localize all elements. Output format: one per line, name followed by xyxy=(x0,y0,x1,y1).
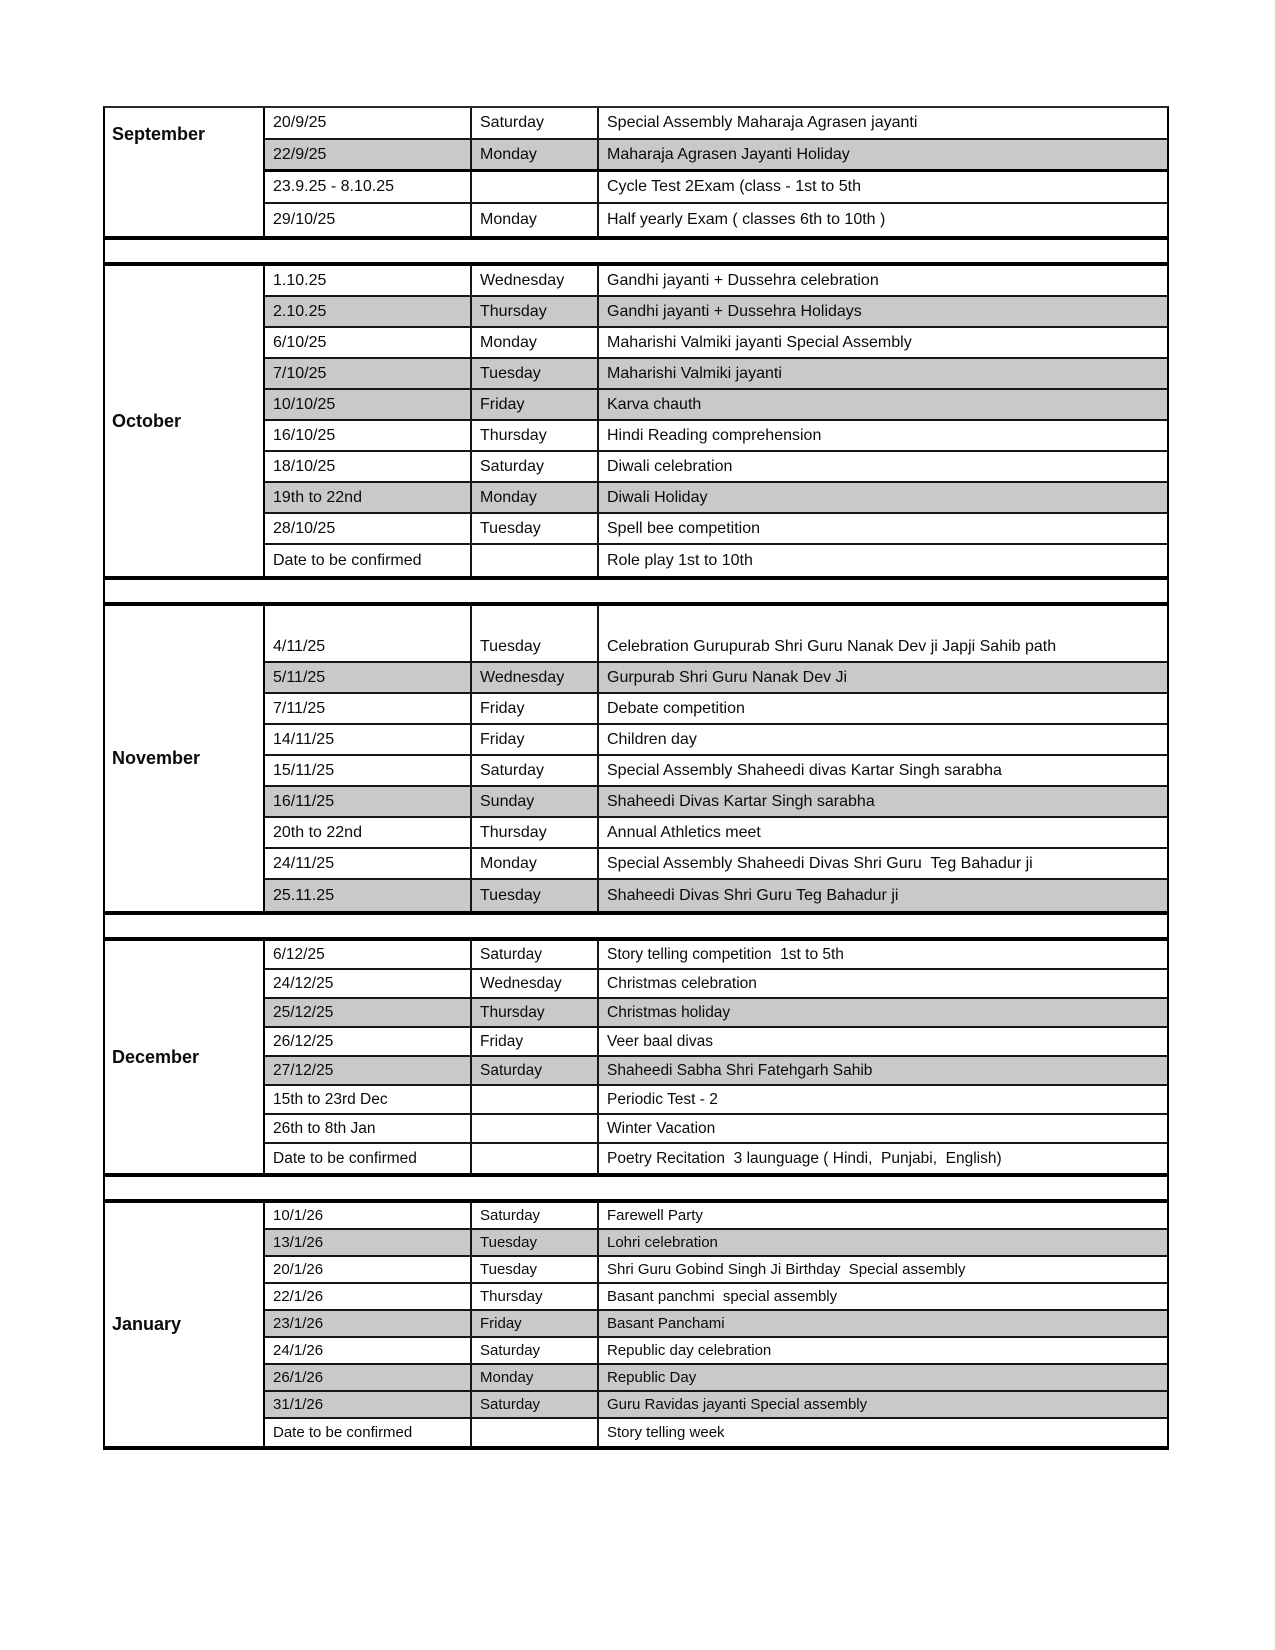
event-cell: Veer baal divas xyxy=(597,1028,1167,1055)
section-separator xyxy=(105,1173,1167,1203)
day-cell: Friday xyxy=(470,390,597,419)
event-cell: Celebration Gurupurab Shri Guru Nanak Dev ji Japji Sahib path xyxy=(597,606,1167,661)
event-cell: Role play 1st to 10th xyxy=(597,545,1167,576)
calendar-row xyxy=(265,514,1167,545)
date-cell: 22/9/25 xyxy=(273,145,327,163)
day-cell: Wednesday xyxy=(470,663,597,692)
date-cell: 16/10/25 xyxy=(273,426,336,444)
event-cell: Debate competition xyxy=(597,694,1167,723)
calendar-row xyxy=(265,1144,1167,1173)
date-cell: 28/10/25 xyxy=(273,519,336,537)
day-cell: Thursday xyxy=(470,421,597,450)
date-cell: 15/11/25 xyxy=(273,761,335,779)
event-cell: Christmas celebration xyxy=(597,970,1167,997)
event-cell: Story telling competition 1st to 5th xyxy=(597,941,1167,968)
calendar-row xyxy=(265,359,1167,390)
day-cell: Saturday xyxy=(470,452,597,481)
calendar-row xyxy=(265,818,1167,849)
event-cell: Guru Ravidas jayanti Special assembly xyxy=(597,1392,1167,1417)
event-cell: Special Assembly Maharaja Agrasen jayanti xyxy=(597,108,1167,138)
calendar-row xyxy=(265,328,1167,359)
day-cell: Tuesday xyxy=(470,1257,597,1282)
date-cell: Date to be confirmed xyxy=(273,1149,417,1167)
date-cell: 23.9.25 - 8.10.25 xyxy=(273,178,394,195)
section-rows xyxy=(265,1203,1167,1446)
day-cell: Saturday xyxy=(470,108,597,138)
date-cell: 26/1/26 xyxy=(273,1369,324,1386)
calendar-row xyxy=(265,140,1167,172)
day-cell: Tuesday xyxy=(470,606,597,661)
day-cell xyxy=(470,1086,597,1113)
event-cell: Republic Day xyxy=(597,1365,1167,1390)
month-label: January xyxy=(105,1203,265,1446)
day-cell: Tuesday xyxy=(470,1230,597,1255)
month-section xyxy=(105,266,1167,576)
date-cell: 5/11/25 xyxy=(273,668,326,686)
day-cell: Wednesday xyxy=(470,266,597,295)
section-rows xyxy=(265,941,1167,1173)
calendar-row xyxy=(265,390,1167,421)
calendar-row xyxy=(265,999,1167,1028)
event-cell: Farewell Party xyxy=(597,1203,1167,1228)
month-label: October xyxy=(105,266,265,576)
day-cell: Saturday xyxy=(470,941,597,968)
month-label: November xyxy=(105,606,265,911)
event-cell: Half yearly Exam ( classes 6th to 10th ) xyxy=(597,204,1167,236)
calendar-row xyxy=(265,1419,1167,1446)
month-section xyxy=(105,1203,1167,1446)
event-cell: Children day xyxy=(597,725,1167,754)
calendar-row xyxy=(265,849,1167,880)
date-cell: 22/1/26 xyxy=(273,1288,324,1305)
event-cell: Story telling week xyxy=(597,1419,1167,1446)
day-cell: Friday xyxy=(470,725,597,754)
day-cell: Monday xyxy=(470,328,597,357)
day-cell xyxy=(470,1144,597,1173)
section-separator xyxy=(105,576,1167,606)
calendar-row xyxy=(265,297,1167,328)
calendar-row xyxy=(265,545,1167,576)
date-cell: 20/9/25 xyxy=(273,114,327,131)
event-cell: Annual Athletics meet xyxy=(597,818,1167,847)
day-cell: Wednesday xyxy=(470,970,597,997)
calendar-row xyxy=(265,172,1167,204)
calendar-row xyxy=(265,1365,1167,1392)
day-cell xyxy=(470,172,597,202)
day-cell: Friday xyxy=(470,1028,597,1055)
date-cell: 6/12/25 xyxy=(273,945,325,963)
date-cell: 25.11.25 xyxy=(273,886,335,904)
calendar-row xyxy=(265,204,1167,236)
calendar-row xyxy=(265,1028,1167,1057)
date-cell: 7/11/25 xyxy=(273,699,326,717)
event-cell: Gurpurab Shri Guru Nanak Dev Ji xyxy=(597,663,1167,692)
day-cell: Monday xyxy=(470,1365,597,1390)
date-cell: 29/10/25 xyxy=(273,211,336,228)
event-cell: Maharishi Valmiki jayanti Special Assembly xyxy=(597,328,1167,357)
section-rows xyxy=(265,266,1167,576)
section-separator xyxy=(105,236,1167,266)
calendar-row xyxy=(265,725,1167,756)
day-cell: Friday xyxy=(470,1311,597,1336)
calendar-row xyxy=(265,1203,1167,1230)
day-cell xyxy=(470,1419,597,1446)
school-calendar-table xyxy=(103,106,1169,1450)
calendar-row xyxy=(265,880,1167,911)
date-cell: 26th to 8th Jan xyxy=(273,1119,376,1137)
date-cell: 24/12/25 xyxy=(273,974,334,992)
event-cell: Republic day celebration xyxy=(597,1338,1167,1363)
event-cell: Diwali Holiday xyxy=(597,483,1167,512)
event-cell: Lohri celebration xyxy=(597,1230,1167,1255)
day-cell: Tuesday xyxy=(470,359,597,388)
date-cell: 24/1/26 xyxy=(273,1342,324,1359)
day-cell: Saturday xyxy=(470,1203,597,1228)
date-cell: 18/10/25 xyxy=(273,457,336,475)
day-cell: Thursday xyxy=(470,297,597,326)
event-cell: Cycle Test 2Exam (class - 1st to 5th xyxy=(597,172,1167,202)
day-cell: Sunday xyxy=(470,787,597,816)
section-rows xyxy=(265,108,1167,236)
day-cell: Tuesday xyxy=(470,514,597,543)
day-cell: Saturday xyxy=(470,1057,597,1084)
calendar-row xyxy=(265,941,1167,970)
calendar-row xyxy=(265,1230,1167,1257)
calendar-row xyxy=(265,970,1167,999)
event-cell: Periodic Test - 2 xyxy=(597,1086,1167,1113)
calendar-row xyxy=(265,1338,1167,1365)
calendar-row xyxy=(265,452,1167,483)
date-cell: 4/11/25 xyxy=(273,638,326,655)
date-cell: 24/11/25 xyxy=(273,854,335,872)
date-cell: 15th to 23rd Dec xyxy=(273,1090,388,1108)
month-label: December xyxy=(105,941,265,1173)
date-cell: 20th to 22nd xyxy=(273,823,362,841)
day-cell: Saturday xyxy=(470,756,597,785)
event-cell: Special Assembly Shaheedi Divas Shri Guru Teg Bahadur ji xyxy=(597,849,1167,878)
event-cell: Karva chauth xyxy=(597,390,1167,419)
calendar-row xyxy=(265,1257,1167,1284)
calendar-row xyxy=(265,1057,1167,1086)
section-separator xyxy=(105,911,1167,941)
day-cell xyxy=(470,1115,597,1142)
calendar-row xyxy=(265,1392,1167,1419)
date-cell: Date to be confirmed xyxy=(273,551,422,569)
event-cell: Basant panchmi special assembly xyxy=(597,1284,1167,1309)
day-cell xyxy=(470,545,597,576)
date-cell: 13/1/26 xyxy=(273,1234,324,1251)
date-cell: Date to be confirmed xyxy=(273,1424,413,1441)
date-cell: 25/12/25 xyxy=(273,1003,334,1021)
event-cell: Gandhi jayanti + Dussehra celebration xyxy=(597,266,1167,295)
month-section xyxy=(105,941,1167,1173)
day-cell: Monday xyxy=(470,483,597,512)
day-cell: Monday xyxy=(470,204,597,236)
date-cell: 1.10.25 xyxy=(273,271,327,289)
calendar-row xyxy=(265,606,1167,663)
calendar-row xyxy=(265,108,1167,140)
calendar-row xyxy=(265,663,1167,694)
date-cell: 20/1/26 xyxy=(273,1261,324,1278)
day-cell: Thursday xyxy=(470,818,597,847)
month-label: September xyxy=(105,108,265,236)
day-cell: Thursday xyxy=(470,1284,597,1309)
date-cell: 10/1/26 xyxy=(273,1207,324,1224)
day-cell: Monday xyxy=(470,849,597,878)
event-cell: Shaheedi Divas Kartar Singh sarabha xyxy=(597,787,1167,816)
calendar-row xyxy=(265,1086,1167,1115)
day-cell: Saturday xyxy=(470,1392,597,1417)
date-cell: 2.10.25 xyxy=(273,302,327,320)
date-cell: 10/10/25 xyxy=(273,395,336,413)
event-cell: Shri Guru Gobind Singh Ji Birthday Special assembly xyxy=(597,1257,1167,1282)
calendar-row xyxy=(265,787,1167,818)
date-cell: 31/1/26 xyxy=(273,1396,324,1413)
date-cell: 26/12/25 xyxy=(273,1032,334,1050)
calendar-row xyxy=(265,1284,1167,1311)
event-cell: Basant Panchami xyxy=(597,1311,1167,1336)
event-cell: Hindi Reading comprehension xyxy=(597,421,1167,450)
date-cell: 6/10/25 xyxy=(273,333,327,351)
date-cell: 23/1/26 xyxy=(273,1315,324,1332)
day-cell: Tuesday xyxy=(470,880,597,911)
month-section xyxy=(105,108,1167,236)
event-cell: Gandhi jayanti + Dussehra Holidays xyxy=(597,297,1167,326)
event-cell: Shaheedi Sabha Shri Fatehgarh Sahib xyxy=(597,1057,1167,1084)
date-cell: 27/12/25 xyxy=(273,1061,334,1079)
date-cell: 7/10/25 xyxy=(273,364,327,382)
event-cell: Shaheedi Divas Shri Guru Teg Bahadur ji xyxy=(597,880,1167,911)
month-section xyxy=(105,606,1167,911)
calendar-row xyxy=(265,756,1167,787)
date-cell: 19th to 22nd xyxy=(273,488,362,506)
event-cell: Winter Vacation xyxy=(597,1115,1167,1142)
day-cell: Monday xyxy=(470,140,597,169)
section-rows xyxy=(265,606,1167,911)
calendar-row xyxy=(265,1115,1167,1144)
event-cell: Spell bee competition xyxy=(597,514,1167,543)
event-cell: Diwali celebration xyxy=(597,452,1167,481)
date-cell: 16/11/25 xyxy=(273,792,335,810)
calendar-row xyxy=(265,483,1167,514)
calendar-row xyxy=(265,694,1167,725)
day-cell: Thursday xyxy=(470,999,597,1026)
day-cell: Friday xyxy=(470,694,597,723)
calendar-row xyxy=(265,421,1167,452)
calendar-row xyxy=(265,266,1167,297)
event-cell: Christmas holiday xyxy=(597,999,1167,1026)
event-cell: Poetry Recitation 3 launguage ( Hindi, Punjabi, English) xyxy=(597,1144,1167,1173)
day-cell: Saturday xyxy=(470,1338,597,1363)
event-cell: Special Assembly Shaheedi divas Kartar Singh sarabha xyxy=(597,756,1167,785)
calendar-row xyxy=(265,1311,1167,1338)
event-cell: Maharishi Valmiki jayanti xyxy=(597,359,1167,388)
date-cell: 14/11/25 xyxy=(273,730,335,748)
event-cell: Maharaja Agrasen Jayanti Holiday xyxy=(597,140,1167,169)
